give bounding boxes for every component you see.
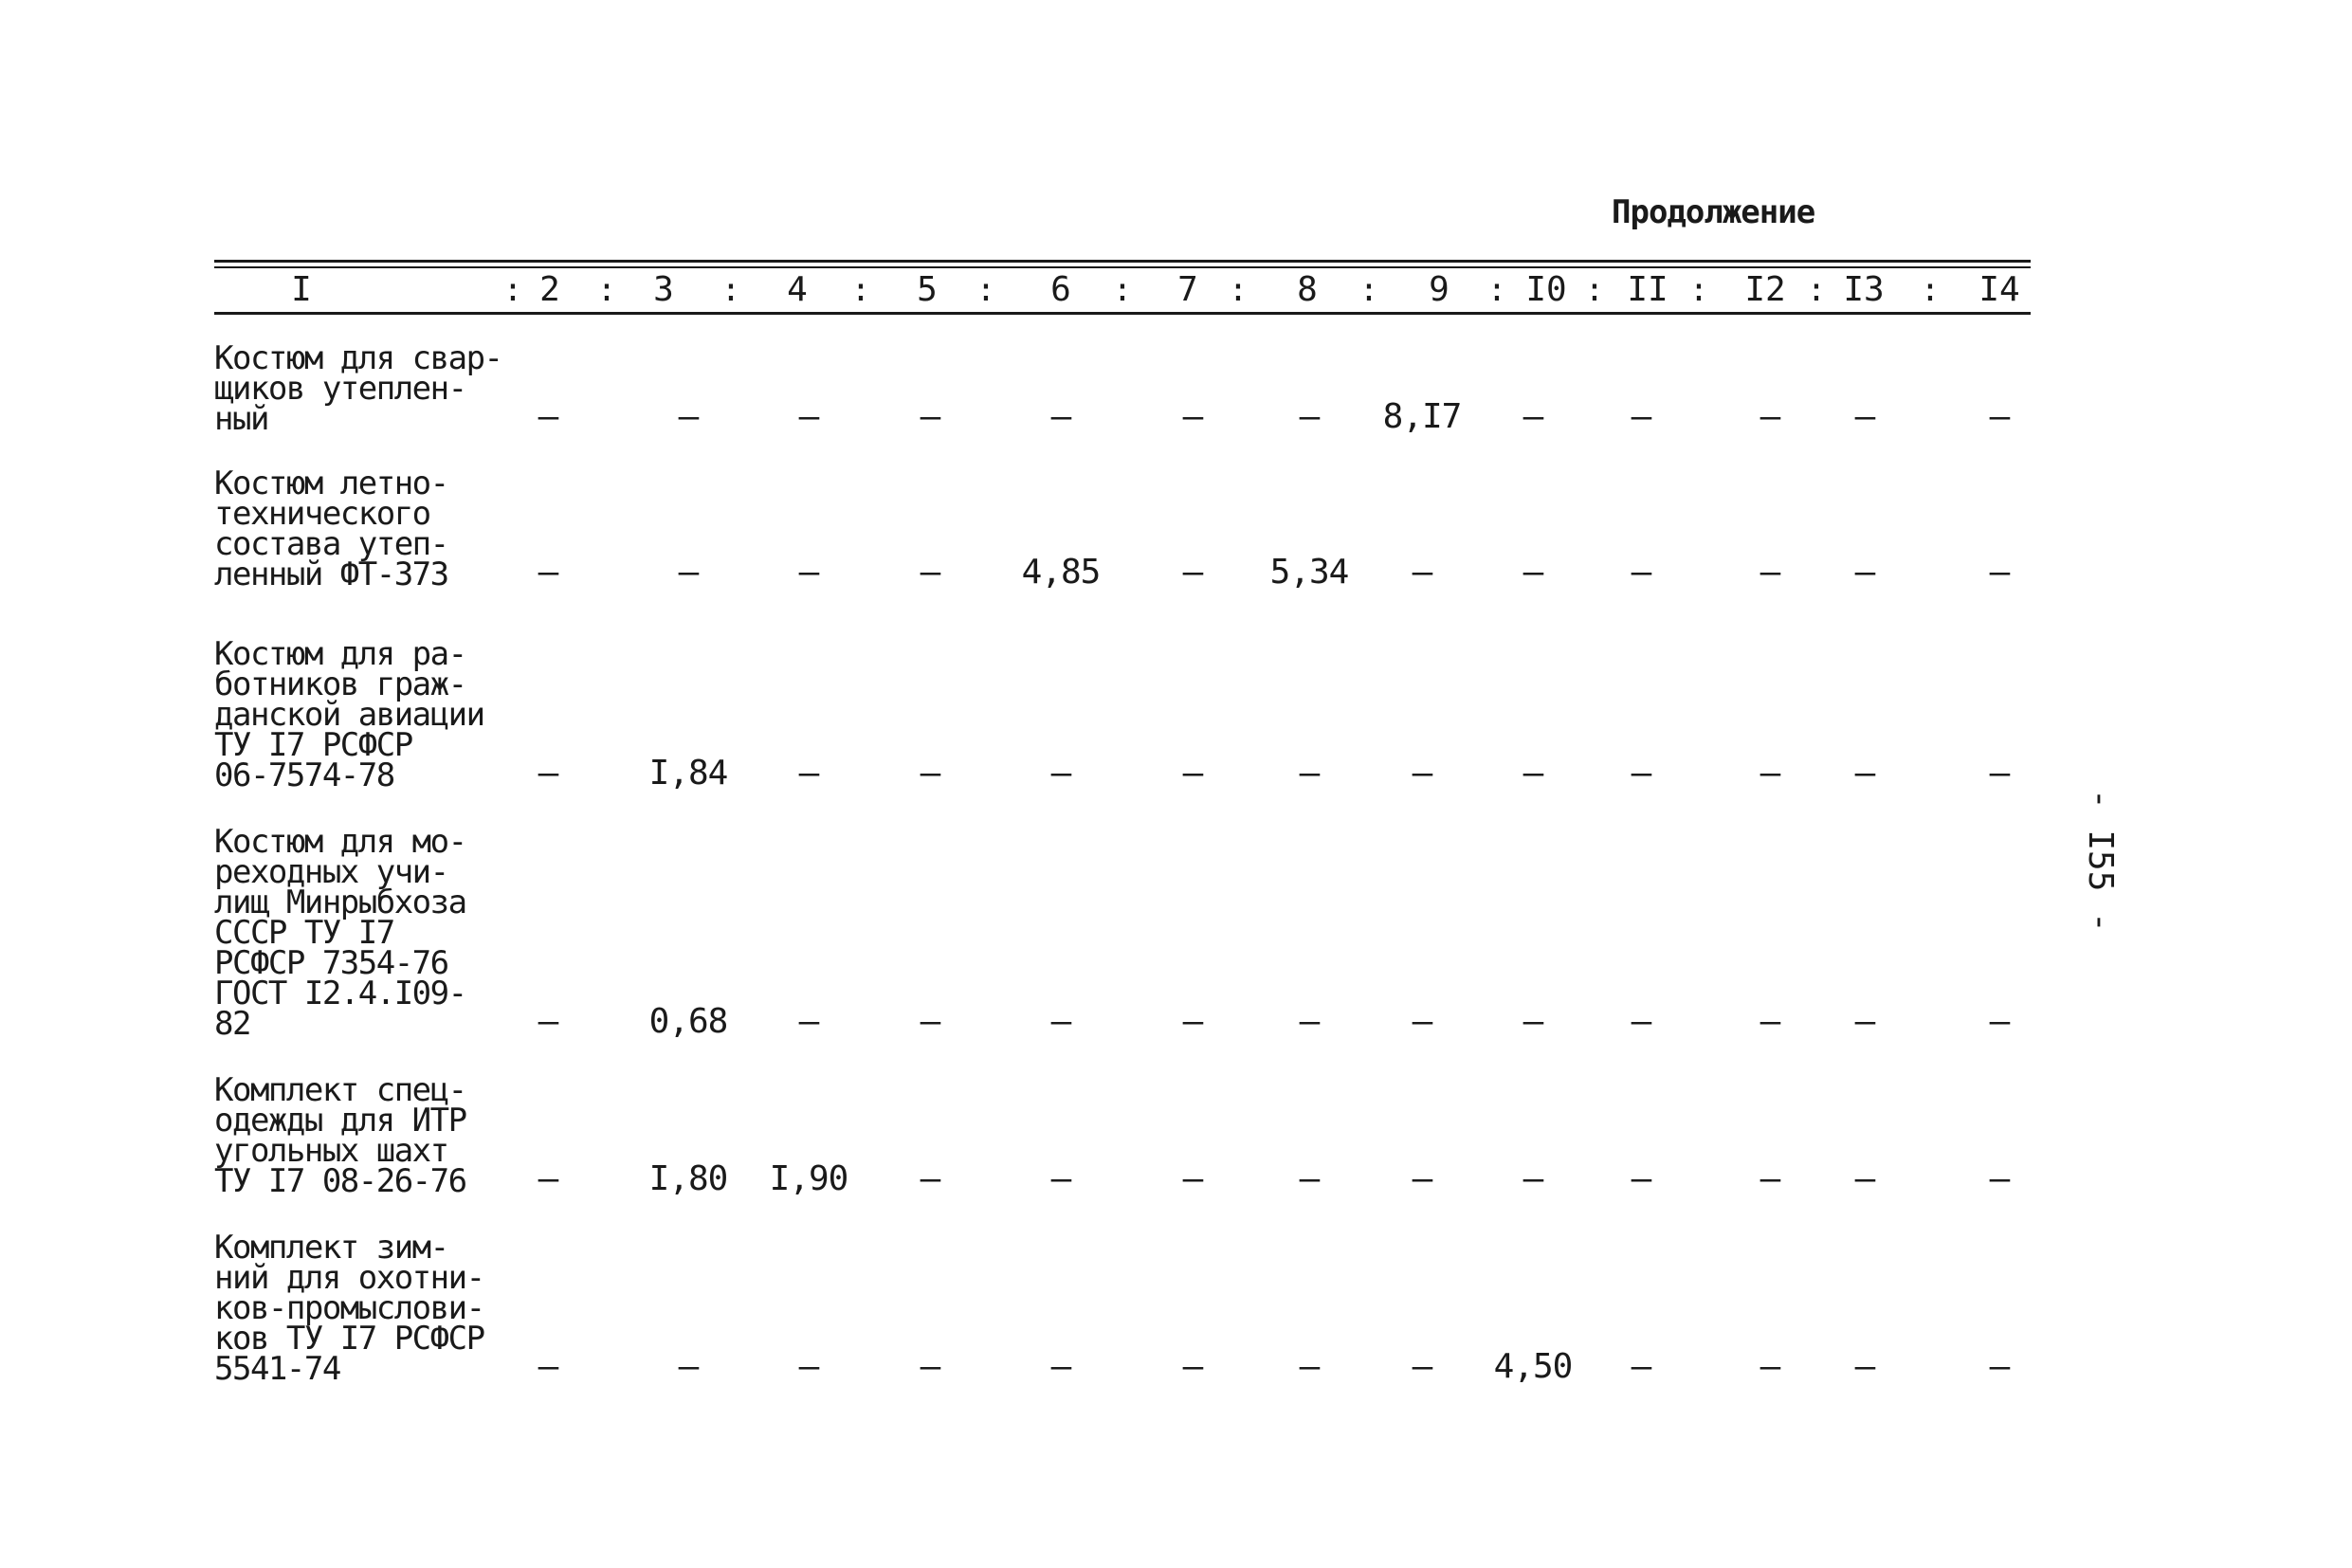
table-cell-col-12: – bbox=[1759, 1347, 1780, 1386]
column-separator: : bbox=[502, 271, 523, 309]
table-cell-col-11: – bbox=[1631, 1347, 1651, 1386]
table-cell-col-3: – bbox=[678, 553, 699, 592]
table-cell-col-11: – bbox=[1631, 1159, 1651, 1198]
table-row bbox=[214, 330, 2031, 438]
table-cell-col-10: – bbox=[1522, 1159, 1543, 1198]
table-row bbox=[214, 447, 2031, 593]
table-cell-col-14: – bbox=[1989, 397, 2010, 436]
table-cell-col-13: – bbox=[1854, 553, 1875, 592]
table-cell-col-7: – bbox=[1182, 397, 1203, 436]
column-header-13: I3 bbox=[1843, 270, 1885, 309]
column-separator: : bbox=[1806, 271, 1827, 309]
column-header-9: 9 bbox=[1429, 270, 1449, 309]
continuation-heading: Продолжение bbox=[1612, 193, 1815, 231]
table-cell-col-4: – bbox=[798, 754, 819, 793]
table-cell-col-5: – bbox=[920, 1159, 940, 1198]
table-cell-col-9: – bbox=[1412, 553, 1432, 592]
column-header-14: I4 bbox=[1978, 270, 2020, 309]
table-cell-col-6: – bbox=[1050, 1347, 1071, 1386]
table-row bbox=[214, 1204, 2031, 1388]
table-cell-col-12: – bbox=[1759, 1002, 1780, 1041]
table-cell-col-9: – bbox=[1412, 1002, 1432, 1041]
table-cell-col-7: – bbox=[1182, 553, 1203, 592]
table-cell-col-10: – bbox=[1522, 1002, 1543, 1041]
table-cell-col-11: – bbox=[1631, 1002, 1651, 1041]
table-cell-col-12: – bbox=[1759, 1159, 1780, 1198]
column-header-5: 5 bbox=[917, 270, 938, 309]
table-cell-col-3: – bbox=[678, 1347, 699, 1386]
table-cell-col-11: – bbox=[1631, 397, 1651, 436]
column-separator: : bbox=[1486, 271, 1507, 309]
table-cell-col-2: – bbox=[538, 1347, 558, 1386]
table-cell-col-8: – bbox=[1299, 1159, 1320, 1198]
column-separator: : bbox=[1688, 271, 1709, 309]
table-cell-col-3: 0,68 bbox=[648, 1002, 728, 1041]
table-cell-col-2: – bbox=[538, 1002, 558, 1041]
table-row bbox=[214, 802, 2031, 1043]
table-cell-col-6: 4,85 bbox=[1021, 553, 1101, 592]
table-cell-col-14: – bbox=[1989, 553, 2010, 592]
table-row bbox=[214, 1054, 2031, 1200]
column-header-1: I bbox=[291, 270, 312, 309]
table-cell-col-6: – bbox=[1050, 1002, 1071, 1041]
table-cell-col-10: – bbox=[1522, 397, 1543, 436]
page-number: - I55 - bbox=[2081, 789, 2120, 933]
column-header-4: 4 bbox=[787, 270, 808, 309]
table-cell-col-7: – bbox=[1182, 1347, 1203, 1386]
table-cell-col-5: – bbox=[920, 1347, 940, 1386]
table-cell-col-14: – bbox=[1989, 1002, 2010, 1041]
table-cell-col-14: – bbox=[1989, 1347, 2010, 1386]
column-separator: : bbox=[1228, 271, 1249, 309]
table-cell-col-14: – bbox=[1989, 1159, 2010, 1198]
table-cell-col-13: – bbox=[1854, 754, 1875, 793]
table-cell-col-14: – bbox=[1989, 754, 2010, 793]
table-cell-col-3: – bbox=[678, 397, 699, 436]
column-separator: : bbox=[1112, 271, 1133, 309]
column-separator: : bbox=[720, 271, 741, 309]
table-cell-col-13: – bbox=[1854, 1159, 1875, 1198]
table-cell-col-10: 4,50 bbox=[1493, 1347, 1573, 1386]
column-separator: : bbox=[1920, 271, 1941, 309]
table-cell-col-13: – bbox=[1854, 397, 1875, 436]
row-item-name: Костюм летно- технического состава утеп- ленный ФТ-373 bbox=[214, 465, 448, 593]
table-cell-col-10: – bbox=[1522, 553, 1543, 592]
table-cell-col-6: – bbox=[1050, 754, 1071, 793]
table-cell-col-6: – bbox=[1050, 397, 1071, 436]
table-cell-col-13: – bbox=[1854, 1002, 1875, 1041]
table-row bbox=[214, 611, 2031, 794]
column-header-6: 6 bbox=[1050, 270, 1071, 309]
column-separator: : bbox=[850, 271, 871, 309]
table-cell-col-2: – bbox=[538, 397, 558, 436]
table-cell-col-8: – bbox=[1299, 1002, 1320, 1041]
row-item-name: Костюм для свар- щиков утеплен- ный bbox=[214, 339, 502, 438]
table-cell-col-7: – bbox=[1182, 1159, 1203, 1198]
column-separator: : bbox=[1584, 271, 1605, 309]
table-cell-col-9: – bbox=[1412, 1347, 1432, 1386]
column-header-11: II bbox=[1627, 270, 1668, 309]
column-header-10: I0 bbox=[1525, 270, 1567, 309]
table-cell-col-10: – bbox=[1522, 754, 1543, 793]
table-cell-col-9: – bbox=[1412, 754, 1432, 793]
column-header-8: 8 bbox=[1297, 270, 1318, 309]
column-header-2: 2 bbox=[539, 270, 560, 309]
table-cell-col-4: I,90 bbox=[769, 1159, 848, 1198]
table-cell-col-2: – bbox=[538, 553, 558, 592]
table-cell-col-9: 8,I7 bbox=[1382, 397, 1462, 436]
table-cell-col-7: – bbox=[1182, 1002, 1203, 1041]
column-separator: : bbox=[596, 271, 617, 309]
table-cell-col-2: – bbox=[538, 754, 558, 793]
table-cell-col-12: – bbox=[1759, 553, 1780, 592]
table-cell-col-3: I,80 bbox=[648, 1159, 728, 1198]
row-item-name: Костюм для ра- ботников граж- данской авиации ТУ I7 РСФСР 06-7574-78 bbox=[214, 635, 484, 794]
table-header-bottom-rule bbox=[214, 312, 2031, 315]
table-cell-col-8: 5,34 bbox=[1269, 553, 1349, 592]
table-cell-col-8: – bbox=[1299, 397, 1320, 436]
row-item-name: Костюм для мо- реходных учи- лищ Минрыбхоза СССР ТУ I7 РСФСР 7354-76 ГОСТ I2.4.I09- 82 bbox=[214, 823, 466, 1043]
table-cell-col-8: – bbox=[1299, 1347, 1320, 1386]
table-cell-col-3: I,84 bbox=[648, 754, 728, 793]
table-cell-col-13: – bbox=[1854, 1347, 1875, 1386]
table-cell-col-5: – bbox=[920, 754, 940, 793]
table-cell-col-4: – bbox=[798, 1347, 819, 1386]
column-header-3: 3 bbox=[653, 270, 674, 309]
table-cell-col-4: – bbox=[798, 553, 819, 592]
table-cell-col-7: – bbox=[1182, 754, 1203, 793]
column-header-7: 7 bbox=[1177, 270, 1198, 309]
table-cell-col-5: – bbox=[920, 397, 940, 436]
table-cell-col-12: – bbox=[1759, 754, 1780, 793]
table-cell-col-5: – bbox=[920, 1002, 940, 1041]
row-item-name: Комплект зим- ний для охотни- ков-промыслови- ков ТУ I7 РСФСР 5541-74 bbox=[214, 1229, 484, 1388]
table-cell-col-11: – bbox=[1631, 754, 1651, 793]
table-cell-col-6: – bbox=[1050, 1159, 1071, 1198]
column-separator: : bbox=[1358, 271, 1379, 309]
table-cell-col-9: – bbox=[1412, 1159, 1432, 1198]
table-top-rule bbox=[214, 260, 2031, 263]
column-header-12: I2 bbox=[1744, 270, 1786, 309]
table-cell-col-5: – bbox=[920, 553, 940, 592]
table-header-row bbox=[214, 267, 2031, 311]
row-item-name: Комплект спец- одежды для ИТР угольных шахт ТУ I7 08-26-76 bbox=[214, 1071, 466, 1200]
column-separator: : bbox=[975, 271, 996, 309]
table-cell-col-12: – bbox=[1759, 397, 1780, 436]
table-cell-col-11: – bbox=[1631, 553, 1651, 592]
table-cell-col-2: – bbox=[538, 1159, 558, 1198]
table-cell-col-8: – bbox=[1299, 754, 1320, 793]
table-cell-col-4: – bbox=[798, 1002, 819, 1041]
table-cell-col-4: – bbox=[798, 397, 819, 436]
